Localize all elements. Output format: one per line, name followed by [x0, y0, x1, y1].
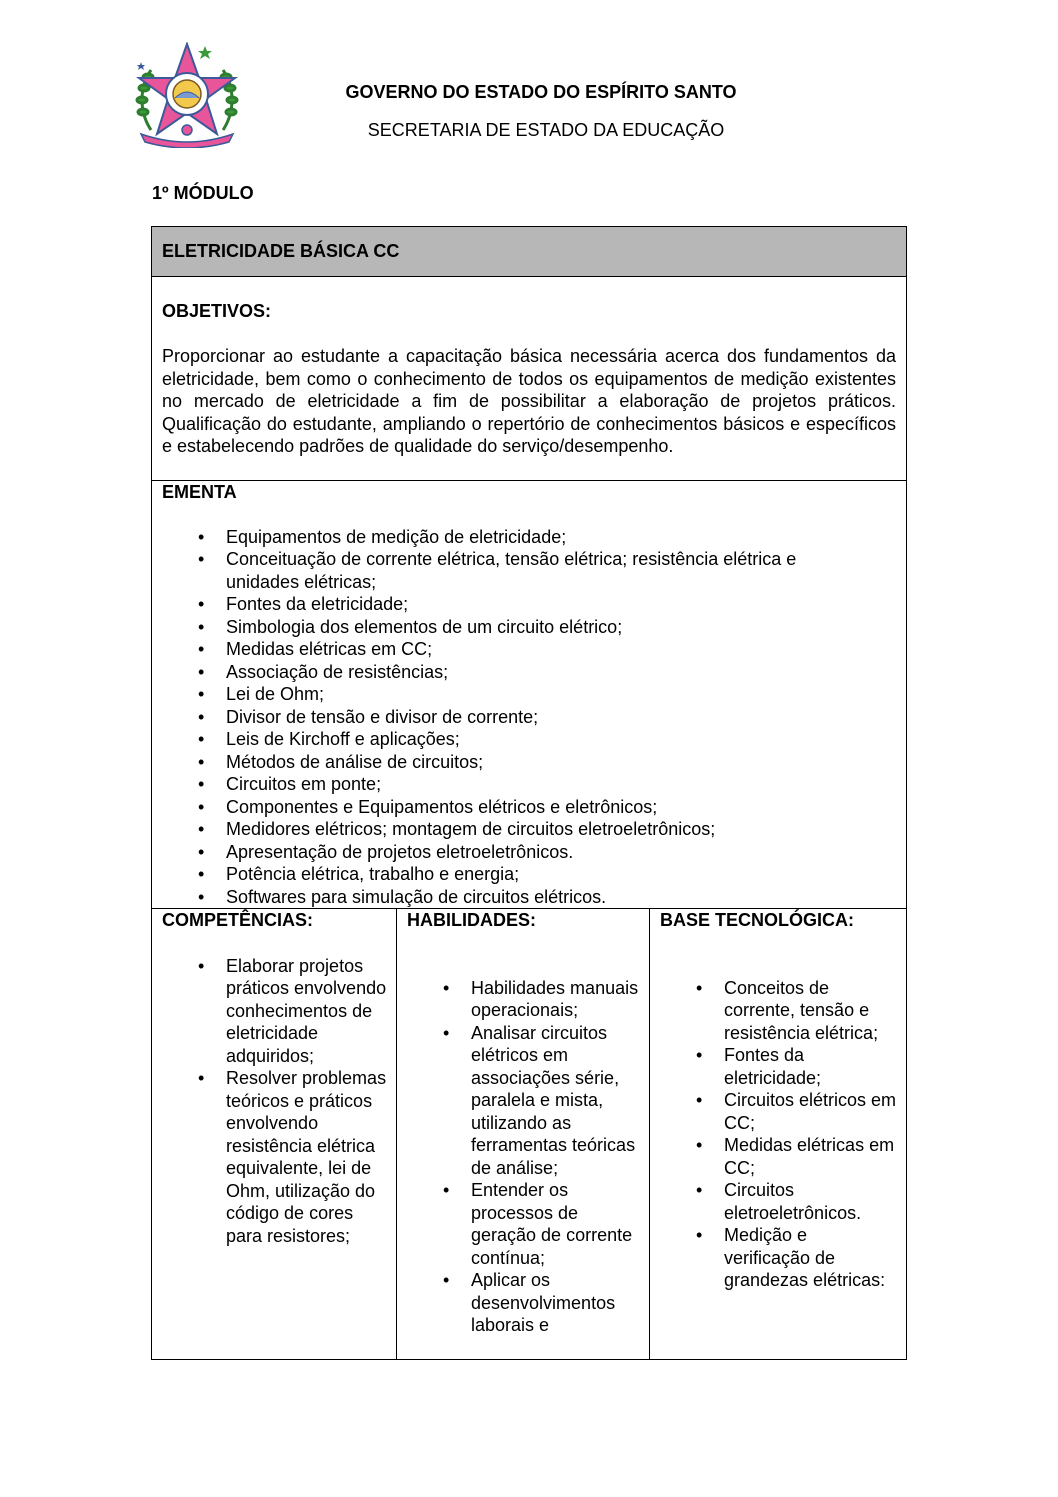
list-item — [162, 796, 896, 819]
habilidades-column — [397, 909, 650, 1359]
secretariat-subtitle: SECRETARIA DE ESTADO DA EDUCAÇÃO — [367, 120, 725, 140]
list-item-text: Medidas elétricas em CC; — [226, 639, 433, 659]
list-item-text: Habilidades manuais operacionais; — [471, 977, 639, 1020]
list-item — [162, 886, 896, 909]
list-item — [660, 1044, 898, 1089]
list-item-text: Entender os processos de geração de corrente contínua; — [471, 1180, 633, 1268]
list-item — [162, 661, 896, 684]
bullet-icon: • — [198, 841, 205, 862]
competencias-list — [162, 955, 388, 1248]
list-item — [162, 526, 896, 549]
list-item — [162, 841, 896, 864]
module-heading: 1º MÓDULO — [152, 183, 254, 203]
bullet-icon: • — [198, 774, 205, 794]
list-item — [407, 977, 641, 1022]
bullet-icon: • — [696, 1180, 703, 1200]
list-item — [162, 955, 388, 1068]
bullet-icon: • — [443, 1022, 450, 1043]
habilidades-list — [407, 977, 641, 1337]
bullet-icon: • — [198, 526, 205, 547]
bullet-icon: • — [696, 1045, 703, 1065]
ementa-label: EMENTA — [162, 482, 237, 502]
course-title-row — [152, 227, 906, 277]
list-item-text: Leis de Kirchoff e aplicações; — [226, 729, 460, 749]
list-item — [660, 1224, 898, 1292]
list-item-text: Fontes da eletricidade; — [724, 1045, 822, 1088]
list-item — [162, 818, 896, 841]
competencies-row — [152, 909, 906, 1359]
list-item-text: Elaborar projetos práticos envolvendo conhecimentos de eletricidade adquiridos; — [226, 955, 387, 1066]
list-item-text: Divisor de tensão e divisor de corrente; — [226, 706, 539, 727]
bullet-icon: • — [696, 1135, 703, 1155]
list-item-text: Aplicar os desenvolvimentos laborais e — [471, 1270, 616, 1335]
bullet-icon: • — [198, 819, 205, 839]
list-item — [162, 773, 896, 796]
ementa-row — [152, 481, 906, 909]
bullet-icon: • — [198, 1068, 205, 1088]
bullet-icon: • — [696, 1090, 703, 1110]
list-item-text: Componentes e Equipamentos elétricos e eletrônicos; — [226, 796, 658, 817]
bullet-icon: • — [198, 751, 205, 772]
objectives-label: OBJETIVOS: — [162, 301, 272, 321]
list-item-text: Fontes da eletricidade; — [226, 594, 409, 614]
list-item-text: Circuitos em ponte; — [226, 774, 382, 794]
bullet-icon: • — [198, 706, 205, 727]
base-tecnologica-column — [650, 909, 906, 1359]
competencias-label: COMPETÊNCIAS: — [162, 910, 314, 930]
list-item — [660, 1179, 898, 1224]
bullet-icon: • — [696, 977, 703, 998]
list-item-text: Circuitos eletroeletrônicos. — [724, 1180, 862, 1223]
bullet-icon: • — [198, 616, 205, 637]
list-item — [162, 728, 896, 751]
bullet-icon: • — [443, 1180, 450, 1200]
bullet-icon: • — [198, 864, 205, 884]
bullet-icon: • — [198, 729, 205, 749]
bullet-icon: • — [198, 886, 205, 907]
base-tecnologica-label: BASE TECNOLÓGICA: — [660, 910, 855, 930]
list-item-text: Medição e verificação de grandezas elétricas: — [724, 1225, 886, 1290]
list-item — [407, 1179, 641, 1269]
list-item — [407, 1269, 641, 1337]
government-title: GOVERNO DO ESTADO DO ESPÍRITO SANTO — [345, 82, 737, 102]
list-item-text: Métodos de análise de circuitos; — [226, 751, 484, 772]
list-item — [162, 616, 896, 639]
list-item-text: Apresentação de projetos eletroeletrônicos. — [226, 841, 574, 862]
bullet-icon: • — [696, 1225, 703, 1245]
list-item-text: Softwares para simulação de circuitos elétricos. — [226, 886, 607, 907]
list-item — [162, 548, 896, 593]
list-item — [162, 706, 896, 729]
bullet-icon: • — [443, 1270, 450, 1290]
course-title: ELETRICIDADE BÁSICA CC — [162, 241, 400, 261]
list-item — [162, 638, 896, 661]
list-item-text: Simbologia dos elementos de um circuito elétrico; — [226, 616, 623, 637]
objectives-text: Proporcionar ao estudante a capacitação básica necessária acerca dos fundamentos da eletricidade, bem como o conhecimento de todos os equipamentos de medição existentes no mercado de eletricidade a fim de possibilitar a elaboração de projetos práticos. Qualificação do estudante, ampliando o repertório de conhecimentos básicos e específicos e estabelecendo padrões de qualidade do serviço/desempenho. — [162, 346, 896, 456]
list-item — [162, 1067, 388, 1247]
list-item-text: Conceitos de corrente, tensão e resistência elétrica; — [724, 977, 879, 1043]
list-item-text: Circuitos elétricos em CC; — [724, 1090, 897, 1133]
list-item — [162, 751, 896, 774]
habilidades-label: HABILIDADES: — [407, 910, 536, 930]
ementa-list — [162, 526, 896, 909]
list-item-text: Conceituação de corrente elétrica, tensão elétrica; resistência elétrica e unidades elétricas; — [226, 549, 797, 592]
list-item — [407, 1022, 641, 1180]
list-item-text: Medidores elétricos; montagem de circuitos eletroeletrônicos; — [226, 819, 716, 839]
list-item-text: Resolver problemas teóricos e práticos envolvendo resistência elétrica equivalente, lei de Ohm, utilização do código de cores para resistores; — [226, 1068, 387, 1246]
list-item — [660, 977, 898, 1045]
list-item-text: Medidas elétricas em CC; — [724, 1135, 895, 1178]
bullet-icon: • — [443, 977, 450, 998]
list-item-text: Analisar circuitos elétricos em associações série, paralela e mista, utilizando as ferramentas teóricas de análise; — [471, 1022, 636, 1178]
list-item-text: Lei de Ohm; — [226, 684, 325, 704]
list-item — [660, 1089, 898, 1134]
bullet-icon: • — [198, 639, 205, 659]
bullet-icon: • — [198, 594, 205, 614]
list-item — [162, 593, 896, 616]
list-item-text: Equipamentos de medição de eletricidade; — [226, 526, 567, 547]
list-item — [162, 683, 896, 706]
base-tecnologica-list — [660, 977, 898, 1292]
bullet-icon: • — [198, 549, 205, 569]
bullet-icon: • — [198, 661, 205, 682]
objectives-row — [152, 277, 906, 481]
bullet-icon: • — [198, 796, 205, 817]
list-item-text: Associação de resistências; — [226, 661, 449, 682]
competencias-column — [152, 909, 397, 1359]
list-item — [162, 863, 896, 886]
list-item — [660, 1134, 898, 1179]
list-item-text: Potência elétrica, trabalho e energia; — [226, 864, 520, 884]
bullet-icon: • — [198, 955, 205, 976]
course-table — [151, 226, 907, 1360]
bullet-icon: • — [198, 684, 205, 704]
